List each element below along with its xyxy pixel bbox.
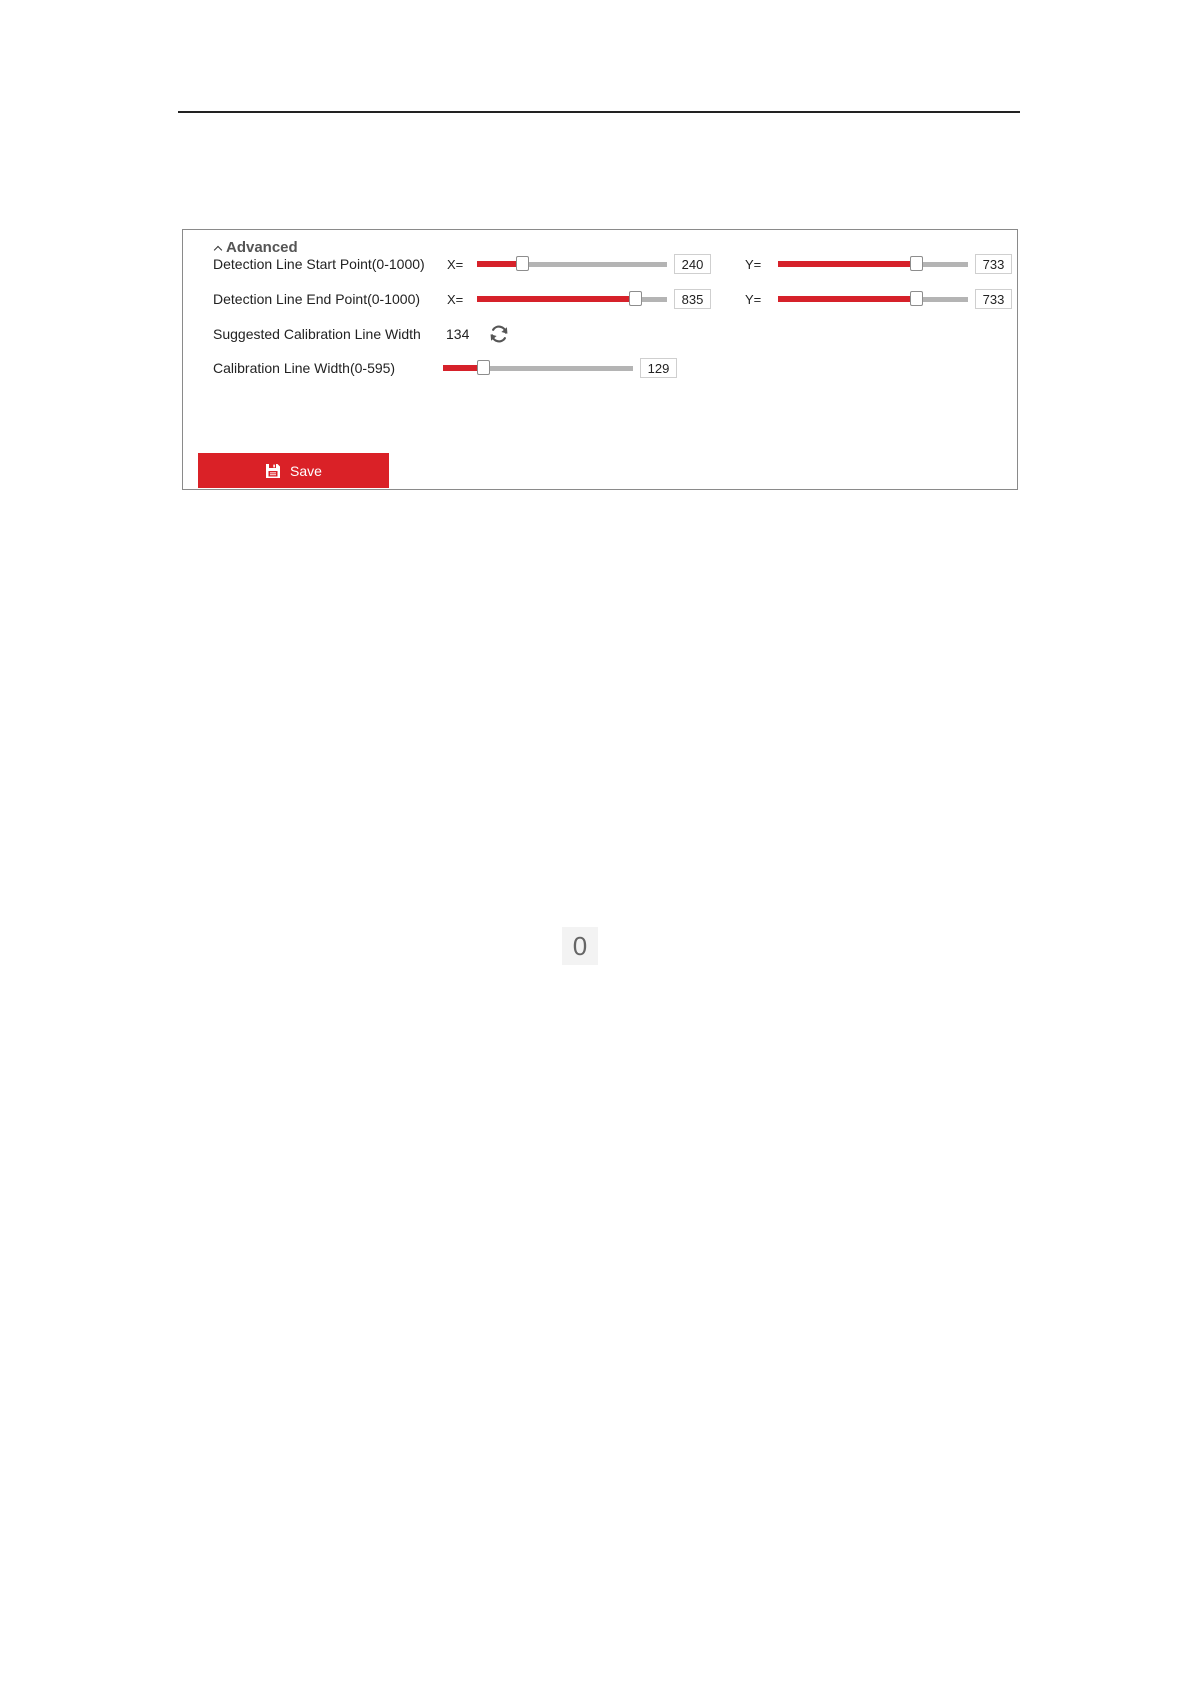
start-x-slider[interactable] <box>477 259 667 269</box>
slider-handle[interactable] <box>629 291 642 306</box>
slider-fill <box>778 296 917 302</box>
page-number: 0 <box>562 927 598 965</box>
end-y-slider[interactable] <box>778 294 968 304</box>
start-y-input[interactable] <box>975 254 1012 274</box>
end-y-input[interactable] <box>975 289 1012 309</box>
calibration-width-slider[interactable] <box>443 363 633 373</box>
end-point-label: Detection Line End Point(0-1000) <box>213 291 421 307</box>
end-point-row <box>183 287 1017 311</box>
page-header-rule <box>178 111 1020 113</box>
slider-fill <box>477 296 636 302</box>
end-x-slider[interactable] <box>477 294 667 304</box>
start-x-label: X= <box>447 257 464 272</box>
suggested-width-label: Suggested Calibration Line Width <box>213 326 421 342</box>
advanced-settings-panel <box>182 229 1018 490</box>
calibration-width-label: Calibration Line Width(0-595) <box>213 360 396 376</box>
save-button-label: Save <box>290 462 322 479</box>
slider-handle[interactable] <box>910 291 923 306</box>
suggested-width-value: 134 <box>446 326 470 342</box>
start-point-row <box>183 252 1017 276</box>
save-button[interactable] <box>198 453 389 488</box>
calibration-width-input[interactable] <box>640 358 677 378</box>
suggested-width-row <box>183 322 1017 346</box>
slider-handle[interactable] <box>516 256 529 271</box>
refresh-icon[interactable] <box>488 323 510 345</box>
section-title: Advanced <box>226 239 298 256</box>
slider-handle[interactable] <box>910 256 923 271</box>
slider-handle[interactable] <box>477 360 490 375</box>
start-x-input[interactable] <box>674 254 711 274</box>
end-y-label: Y= <box>745 292 762 307</box>
end-x-label: X= <box>447 292 464 307</box>
save-icon <box>265 463 281 479</box>
start-y-slider[interactable] <box>778 259 968 269</box>
start-y-label: Y= <box>745 257 762 272</box>
slider-fill <box>778 261 917 267</box>
end-x-input[interactable] <box>674 289 711 309</box>
start-point-label: Detection Line Start Point(0-1000) <box>213 256 425 272</box>
calibration-width-row <box>183 356 1017 380</box>
